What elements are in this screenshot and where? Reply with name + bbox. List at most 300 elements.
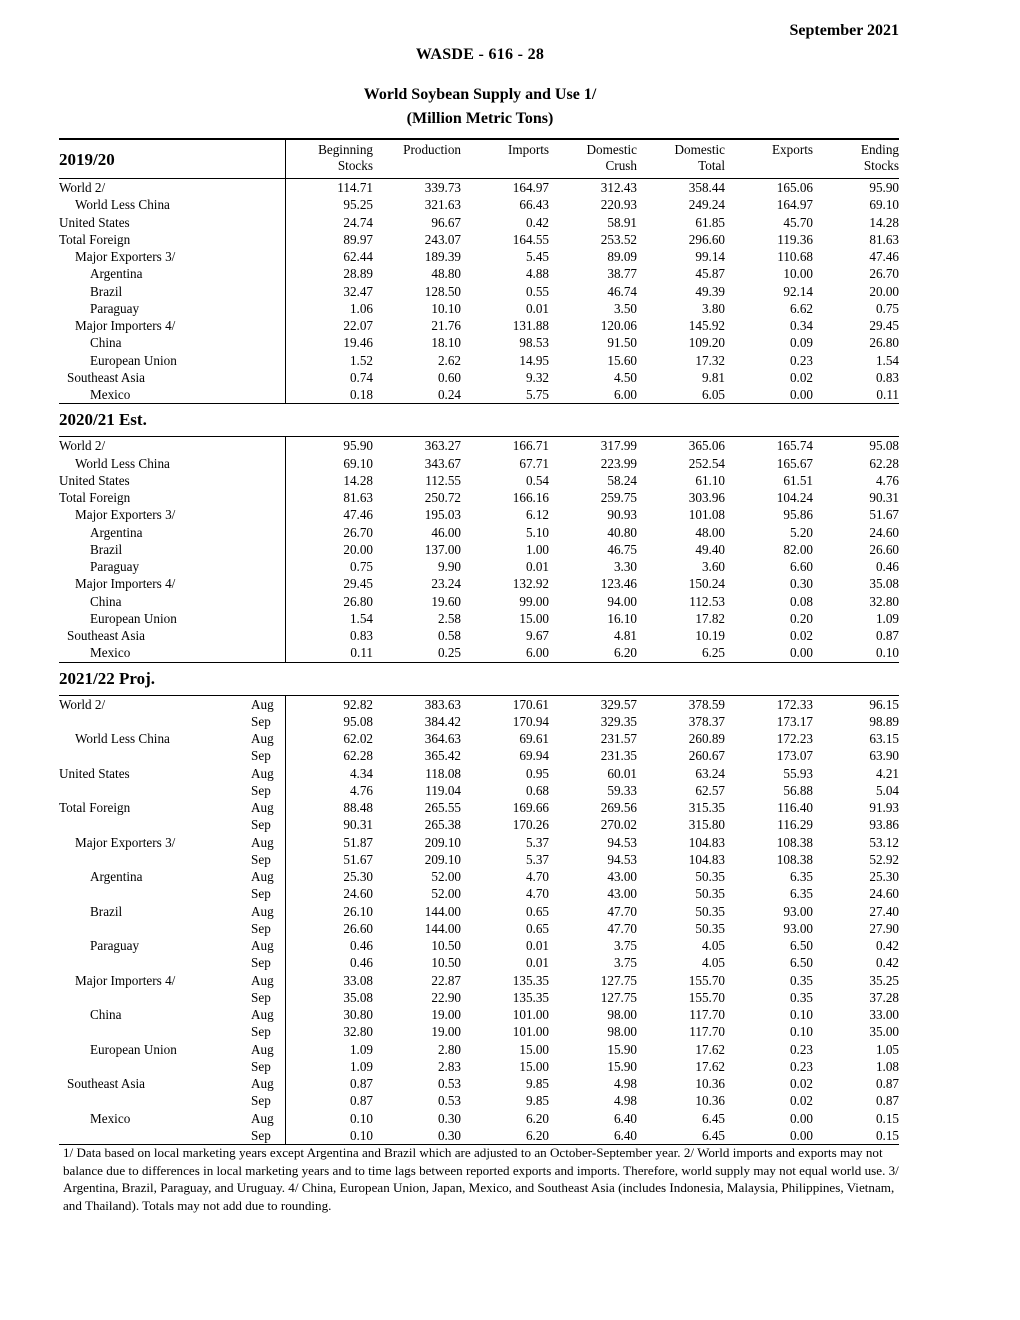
cell-value: 0.46	[349, 938, 374, 953]
cell-value: 69.10	[869, 197, 900, 213]
column-header-line: Beginning	[318, 142, 374, 157]
cell-value: 1.06	[349, 300, 374, 316]
cell-value: 17.62	[695, 1058, 726, 1074]
row-label: European Union	[90, 610, 177, 626]
cell-value: 144.00	[424, 903, 462, 919]
cell-value: 4.98	[613, 1076, 638, 1091]
cell-value: 0.02	[789, 1076, 814, 1091]
cell-value: 94.53	[607, 851, 638, 867]
row-label: Major Exporters 3/	[75, 507, 176, 523]
cell-value: 49.40	[695, 541, 726, 557]
cell-value: 98.00	[607, 1007, 638, 1022]
cell-value: 104.83	[688, 851, 726, 867]
cell-value: 0.58	[437, 628, 462, 643]
table-row	[59, 695, 899, 713]
cell-value: 101.08	[688, 507, 726, 523]
row-label: World Less China	[75, 197, 170, 213]
cell-value: 14.28	[343, 472, 374, 488]
row-month	[247, 627, 285, 644]
table-row	[59, 747, 899, 764]
cell-value: 120.06	[600, 318, 638, 333]
table-row	[59, 265, 899, 282]
row-label: World Less China	[75, 731, 170, 746]
cell-value: 0.65	[525, 903, 550, 919]
row-month: Sep	[247, 816, 285, 833]
cell-value: 9.90	[437, 559, 462, 574]
row-month	[247, 489, 285, 506]
table-subtitle: (Million Metric Tons)	[406, 110, 554, 127]
table-row	[59, 283, 899, 300]
cell-value: 90.93	[607, 507, 638, 523]
cell-value: 95.86	[783, 507, 814, 523]
cell-value: 0.74	[349, 369, 374, 385]
cell-value: 315.80	[688, 817, 726, 833]
cell-value: 9.85	[525, 1093, 550, 1109]
table-row	[59, 730, 899, 747]
table-row	[59, 713, 899, 730]
cell-value: 6.20	[525, 1110, 550, 1126]
cell-value: 17.82	[695, 610, 726, 626]
cell-value: 109.20	[688, 335, 726, 351]
cell-value: 95.08	[343, 713, 374, 729]
row-label: Total Foreign	[59, 231, 131, 247]
row-month: Aug	[247, 1110, 285, 1127]
cell-value: 35.08	[869, 576, 900, 592]
table-row	[59, 1092, 899, 1109]
table-row	[59, 1075, 899, 1092]
row-month: Aug	[247, 834, 285, 851]
cell-value: 27.90	[869, 920, 900, 936]
cell-value: 24.60	[869, 524, 900, 540]
row-label: China	[90, 335, 122, 351]
row-label	[59, 851, 247, 868]
cell-value: 95.90	[869, 180, 900, 195]
cell-value: 22.07	[343, 318, 374, 333]
cell-value: 9.81	[701, 369, 726, 385]
cell-value: 19.46	[343, 335, 374, 351]
cell-value: 4.05	[701, 938, 726, 953]
cell-value: 0.23	[789, 1041, 814, 1057]
report-date: September 2021	[789, 22, 899, 39]
cell-value: 265.55	[424, 800, 462, 815]
cell-value: 169.66	[512, 800, 550, 815]
row-label: Major Exporters 3/	[75, 249, 176, 264]
cell-value: 112.55	[425, 472, 462, 488]
cell-value: 0.35	[789, 989, 814, 1005]
cell-value: 3.30	[613, 559, 638, 574]
cell-value: 45.87	[695, 266, 726, 282]
cell-value: 0.10	[349, 1127, 374, 1143]
cell-value: 6.40	[613, 1127, 638, 1143]
cell-value: 231.57	[600, 731, 638, 746]
cell-value: 0.01	[525, 559, 550, 574]
footnote: 1/ Data based on local marketing years except Argentina and Brazil which are adjusted to an October-September year. 2/ World imports and exports may not balance due to differences in local marketing years and to time lags between reported exports and imports. Therefore, world supply may not equal world use. 3/ Argentina, Brazil, Paraguay, and Uruguay. 4/ China, European Union, Japan, Mexico, and Southeast Asia (includes Indonesia, Malaysia, Philippines, Vietnam, and Thailand). Totals may not add due to rounding.	[63, 1145, 899, 1213]
table-row	[59, 1041, 899, 1058]
cell-value: 24.74	[343, 214, 374, 230]
cell-value: 6.35	[789, 886, 814, 902]
row-label	[59, 885, 247, 902]
cell-value: 117.70	[689, 1007, 726, 1022]
cell-value: 243.07	[424, 231, 462, 247]
cell-value: 164.97	[512, 180, 550, 195]
row-label: Total Foreign	[59, 800, 131, 815]
cell-value: 89.97	[343, 231, 374, 247]
cell-value: 82.00	[783, 541, 814, 557]
cell-value: 6.60	[789, 559, 814, 574]
cell-value: 43.00	[607, 869, 638, 884]
cell-value: 101.00	[512, 1024, 550, 1040]
cell-value: 209.10	[424, 834, 462, 850]
column-header	[549, 139, 637, 179]
cell-value: 98.89	[869, 713, 900, 729]
cell-value: 0.53	[437, 1093, 462, 1109]
cell-value: 1.52	[349, 352, 374, 368]
cell-value: 315.35	[688, 800, 726, 815]
cell-value: 9.67	[525, 628, 550, 643]
cell-value: 0.87	[875, 1093, 900, 1109]
cell-value: 2.80	[437, 1041, 462, 1057]
table-row	[59, 455, 899, 472]
row-label: Brazil	[90, 903, 123, 919]
cell-value: 10.36	[695, 1093, 726, 1109]
section-year: 2020/21 Est.	[59, 410, 147, 430]
cell-value: 62.02	[343, 731, 374, 746]
cell-value: 5.37	[525, 834, 550, 850]
cell-value: 0.09	[789, 335, 814, 351]
cell-value: 15.00	[519, 1058, 550, 1074]
table-row	[59, 782, 899, 799]
cell-value: 46.74	[607, 283, 638, 299]
cell-value: 26.80	[343, 593, 374, 609]
cell-value: 22.90	[431, 989, 462, 1005]
table-row	[59, 472, 899, 489]
cell-value: 4.76	[349, 782, 374, 798]
row-label: World 2/	[59, 696, 106, 712]
table-row	[59, 196, 899, 213]
cell-value: 195.03	[424, 507, 462, 523]
table-row	[59, 765, 899, 782]
column-header-line: Exports	[771, 142, 814, 157]
table-row	[59, 972, 899, 989]
cell-value: 19.00	[431, 1024, 462, 1040]
row-month: Sep	[247, 1092, 285, 1109]
cell-value: 90.31	[869, 490, 900, 505]
row-month	[247, 214, 285, 231]
row-label: Major Exporters 3/	[75, 834, 176, 850]
cell-value: 21.76	[431, 318, 462, 333]
row-month	[247, 248, 285, 265]
cell-value: 0.87	[349, 1076, 374, 1091]
cell-value: 26.80	[869, 335, 900, 351]
row-label	[59, 1023, 247, 1040]
cell-value: 47.70	[607, 903, 638, 919]
row-month	[247, 265, 285, 282]
cell-value: 270.02	[600, 817, 638, 833]
row-month	[247, 369, 285, 386]
cell-value: 35.25	[869, 972, 900, 988]
cell-value: 0.53	[437, 1076, 462, 1091]
cell-value: 4.98	[613, 1093, 638, 1109]
row-month: Aug	[247, 903, 285, 920]
cell-value: 0.46	[349, 955, 374, 971]
row-month: Aug	[247, 868, 285, 885]
cell-value: 1.08	[875, 1058, 900, 1074]
cell-value: 93.00	[783, 920, 814, 936]
column-header	[813, 139, 899, 179]
cell-value: 101.00	[512, 1007, 550, 1022]
row-label: Southeast Asia	[67, 628, 146, 643]
cell-value: 27.40	[869, 903, 900, 919]
cell-value: 0.30	[789, 576, 814, 592]
cell-value: 22.87	[431, 972, 462, 988]
cell-value: 1.09	[875, 610, 900, 626]
cell-value: 5.20	[789, 524, 814, 540]
cell-value: 14.28	[869, 214, 900, 230]
table-row	[59, 300, 899, 317]
row-label: World Less China	[75, 455, 170, 471]
cell-value: 0.42	[875, 938, 900, 953]
cell-value: 4.50	[613, 369, 638, 385]
cell-value: 98.00	[607, 1024, 638, 1040]
row-month: Sep	[247, 1023, 285, 1040]
cell-value: 0.24	[437, 387, 462, 402]
cell-value: 189.39	[424, 249, 462, 264]
cell-value: 365.06	[688, 438, 726, 454]
row-month	[247, 283, 285, 300]
cell-value: 10.50	[431, 938, 462, 953]
cell-value: 61.10	[695, 472, 726, 488]
row-label: United States	[59, 214, 130, 230]
cell-value: 1.09	[349, 1041, 374, 1057]
row-label: Total Foreign	[59, 490, 131, 505]
cell-value: 0.95	[525, 765, 550, 781]
cell-value: 6.00	[525, 645, 550, 661]
row-month	[247, 386, 285, 404]
cell-value: 104.83	[688, 834, 726, 850]
column-header-line: Domestic	[674, 142, 726, 157]
report-id: WASDE - 616 - 28	[415, 46, 545, 63]
cell-value: 69.94	[519, 748, 550, 764]
cell-value: 296.60	[688, 231, 726, 247]
row-label: Brazil	[90, 541, 123, 557]
cell-value: 108.38	[776, 834, 814, 850]
table-row	[59, 610, 899, 627]
cell-value: 252.54	[688, 455, 726, 471]
row-month	[247, 472, 285, 489]
cell-value: 116.40	[777, 800, 814, 815]
table-row	[59, 593, 899, 610]
soybean-table-container	[59, 138, 899, 1145]
cell-value: 90.31	[343, 817, 374, 833]
row-label: Argentina	[90, 869, 143, 884]
cell-value: 165.06	[776, 180, 814, 195]
cell-value: 132.92	[512, 576, 550, 592]
cell-value: 0.02	[789, 628, 814, 643]
cell-value: 364.63	[424, 731, 462, 746]
cell-value: 220.93	[600, 197, 638, 213]
cell-value: 110.68	[777, 249, 814, 264]
row-month	[247, 437, 285, 455]
table-row	[59, 334, 899, 351]
column-header	[461, 139, 549, 179]
cell-value: 6.00	[613, 387, 638, 402]
table-row	[59, 489, 899, 506]
cell-value: 173.17	[776, 713, 814, 729]
cell-value: 127.75	[600, 972, 638, 988]
cell-value: 47.46	[869, 249, 900, 264]
cell-value: 170.61	[512, 696, 550, 712]
cell-value: 52.00	[431, 869, 462, 884]
cell-value: 92.14	[783, 283, 814, 299]
row-month	[247, 541, 285, 558]
row-label	[59, 713, 247, 730]
row-label	[59, 782, 247, 799]
cell-value: 0.87	[349, 1093, 374, 1109]
row-label	[59, 816, 247, 833]
cell-value: 25.30	[343, 869, 374, 884]
row-month: Sep	[247, 851, 285, 868]
cell-value: 144.00	[424, 920, 462, 936]
cell-value: 4.76	[875, 472, 900, 488]
cell-value: 0.11	[350, 645, 374, 661]
row-month	[247, 196, 285, 213]
table-row	[59, 799, 899, 816]
table-row	[59, 989, 899, 1006]
cell-value: 0.15	[875, 1110, 900, 1126]
table-row	[59, 369, 899, 386]
cell-value: 6.20	[525, 1127, 550, 1143]
cell-value: 96.67	[431, 214, 462, 230]
cell-value: 17.62	[695, 1041, 726, 1057]
cell-value: 94.00	[607, 593, 638, 609]
row-label: Argentina	[90, 524, 143, 540]
table-title: World Soybean Supply and Use 1/	[363, 86, 597, 103]
cell-value: 170.26	[512, 817, 550, 833]
cell-value: 30.80	[343, 1007, 374, 1022]
table-row	[59, 1127, 899, 1145]
cell-value: 378.37	[688, 713, 726, 729]
row-label	[59, 1127, 247, 1145]
cell-value: 35.08	[343, 989, 374, 1005]
column-header-line: Production	[403, 142, 462, 157]
cell-value: 358.44	[688, 180, 726, 195]
row-label: China	[90, 1007, 122, 1022]
cell-value: 91.50	[607, 335, 638, 351]
cell-value: 32.80	[869, 593, 900, 609]
row-month	[247, 179, 285, 197]
row-month	[247, 455, 285, 472]
cell-value: 150.24	[688, 576, 726, 592]
cell-value: 135.35	[512, 989, 550, 1005]
cell-value: 5.37	[525, 851, 550, 867]
row-month: Sep	[247, 885, 285, 902]
table-row	[59, 937, 899, 954]
cell-value: 0.42	[875, 955, 900, 971]
row-month	[247, 352, 285, 369]
row-label: Major Importers 4/	[75, 972, 176, 988]
cell-value: 51.67	[343, 851, 374, 867]
cell-value: 383.63	[424, 696, 462, 712]
cell-value: 6.25	[701, 645, 726, 661]
cell-value: 4.88	[525, 266, 550, 282]
cell-value: 23.24	[431, 576, 462, 592]
cell-value: 61.51	[783, 472, 814, 488]
cell-value: 89.09	[607, 249, 638, 264]
cell-value: 250.72	[424, 490, 462, 505]
section-header-row	[59, 662, 899, 695]
cell-value: 6.62	[789, 300, 814, 316]
cell-value: 1.09	[349, 1058, 374, 1074]
cell-value: 1.54	[875, 352, 900, 368]
cell-value: 52.92	[869, 851, 900, 867]
row-label: Paraguay	[90, 300, 140, 316]
cell-value: 43.00	[607, 886, 638, 902]
cell-value: 9.32	[525, 369, 550, 385]
row-month: Aug	[247, 1075, 285, 1092]
cell-value: 0.10	[789, 1007, 814, 1022]
cell-value: 33.00	[869, 1007, 900, 1022]
cell-value: 265.38	[424, 817, 462, 833]
row-month: Aug	[247, 799, 285, 816]
row-month: Aug	[247, 1006, 285, 1023]
table-row	[59, 524, 899, 541]
row-month	[247, 334, 285, 351]
table-row	[59, 868, 899, 885]
cell-value: 0.65	[525, 920, 550, 936]
row-month: Sep	[247, 1127, 285, 1145]
cell-value: 137.00	[424, 541, 462, 557]
cell-value: 0.02	[789, 1093, 814, 1109]
cell-value: 378.59	[688, 696, 726, 712]
row-label: Major Importers 4/	[75, 576, 176, 592]
cell-value: 5.45	[525, 249, 550, 264]
cell-value: 145.92	[688, 318, 726, 333]
cell-value: 0.20	[789, 610, 814, 626]
column-header	[725, 139, 813, 179]
row-month: Aug	[247, 730, 285, 747]
row-month	[247, 610, 285, 627]
cell-value: 50.35	[695, 869, 726, 884]
cell-value: 10.00	[783, 266, 814, 282]
cell-value: 51.87	[343, 834, 374, 850]
row-month: Aug	[247, 972, 285, 989]
cell-value: 0.83	[349, 628, 374, 643]
cell-value: 6.50	[789, 938, 814, 953]
cell-value: 47.70	[607, 920, 638, 936]
cell-value: 28.89	[343, 266, 374, 282]
cell-value: 24.60	[869, 886, 900, 902]
cell-value: 15.90	[607, 1041, 638, 1057]
table-row	[59, 851, 899, 868]
cell-value: 10.50	[431, 955, 462, 971]
cell-value: 123.46	[600, 576, 638, 592]
cell-value: 0.11	[876, 387, 900, 402]
cell-value: 99.00	[519, 593, 550, 609]
column-header-line: Crush	[605, 158, 638, 173]
cell-value: 66.43	[519, 197, 550, 213]
cell-value: 26.70	[343, 524, 374, 540]
cell-value: 5.75	[525, 387, 550, 402]
cell-value: 29.45	[343, 576, 374, 592]
row-month	[247, 231, 285, 248]
cell-value: 231.35	[600, 748, 638, 764]
cell-value: 209.10	[424, 851, 462, 867]
cell-value: 20.00	[869, 283, 900, 299]
cell-value: 343.67	[424, 455, 462, 471]
row-month: Aug	[247, 937, 285, 954]
cell-value: 50.35	[695, 886, 726, 902]
cell-value: 18.10	[431, 335, 462, 351]
